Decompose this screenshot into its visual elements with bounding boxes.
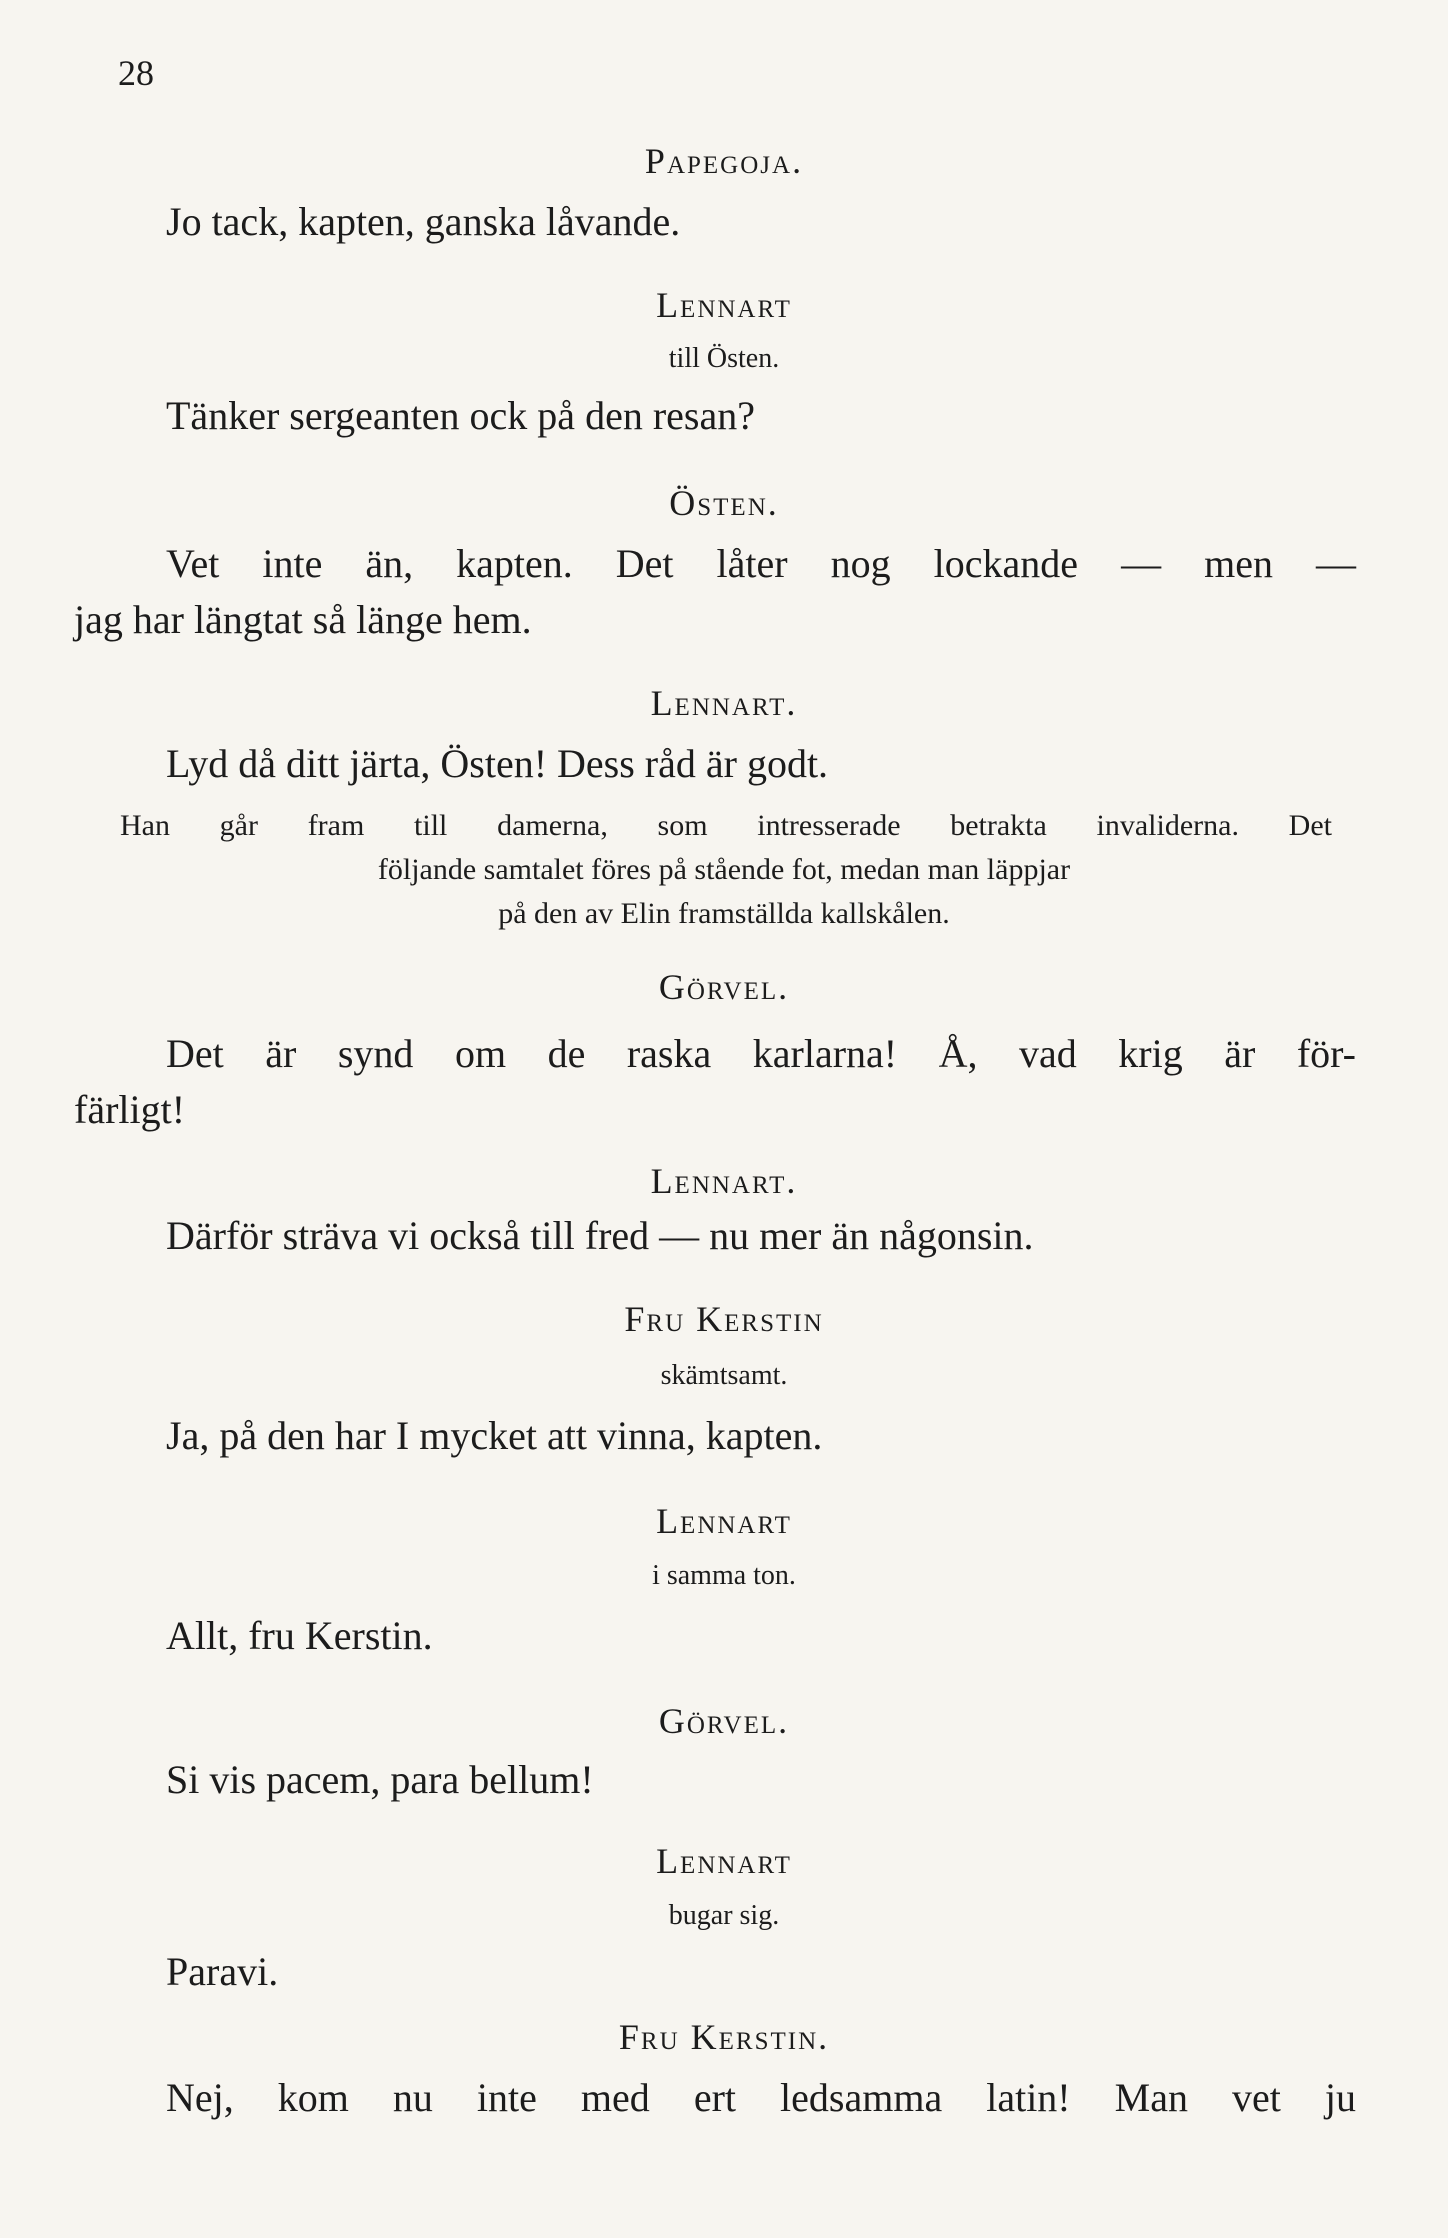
stage-direction-line: på den av Elin framställda kallskålen. [498,897,950,930]
stage-direction: skämtsamt. [660,1360,788,1391]
dialogue-line: Ja, på den har I mycket att vinna, kapten. [166,1413,823,1458]
speaker-name: Görvel. [658,967,790,1007]
stage-direction-line: Han går fram till damerna, som intresserade betrakta invaliderna. Det [120,809,1332,842]
stage-direction-block [120,804,1448,936]
speaker-name: Östen. [669,483,779,523]
speaker-name: Lennart. [650,1161,798,1201]
dialogue-line: Si vis pacem, para bellum! [166,1757,594,1802]
stage-direction: bugar sig. [668,1900,780,1931]
stage-direction: till Östen. [668,343,780,374]
dialogue-line: Paravi. [166,1949,279,1994]
page-number: 28 [118,53,154,93]
speaker-name: Lennart [656,285,792,325]
dialogue-line: Därför sträva vi också till fred — nu mer än någonsin. [166,1213,1034,1258]
stage-direction: i samma ton. [652,1560,796,1591]
speaker-name: Lennart [656,1501,792,1541]
dialogue-line: jag har längtat så länge hem. [74,597,532,642]
speaker-name: Fru Kerstin. [618,2017,830,2057]
speaker-name: Görvel. [658,1701,790,1741]
dialogue-line: Vet inte än, kapten. Det låter nog lockande — men — [166,541,1356,586]
speaker-name: Lennart [656,1841,792,1881]
dialogue-line: färligt! [74,1087,186,1132]
dialogue-line: Tänker sergeanten ock på den resan? [166,393,755,438]
dialogue-line: Jo tack, kapten, ganska låvande. [166,199,681,244]
dialogue-line: Allt, fru Kerstin. [166,1613,433,1658]
speaker-name: Fru Kerstin [624,1299,824,1339]
stage-direction-line: följande samtalet föres på stående fot, medan man läppjar [377,853,1071,886]
speaker-name: Lennart. [650,683,798,723]
dialogue-line: Det är synd om de raska karlarna! Å, vad krig är för- [166,1031,1356,1076]
dialogue-line: Nej, kom nu inte med ert ledsamma latin! Man vet ju [166,2075,1356,2120]
speaker-name: Papegoja. [644,141,804,181]
dialogue-line: Lyd då ditt järta, Östen! Dess råd är godt. [166,741,829,786]
